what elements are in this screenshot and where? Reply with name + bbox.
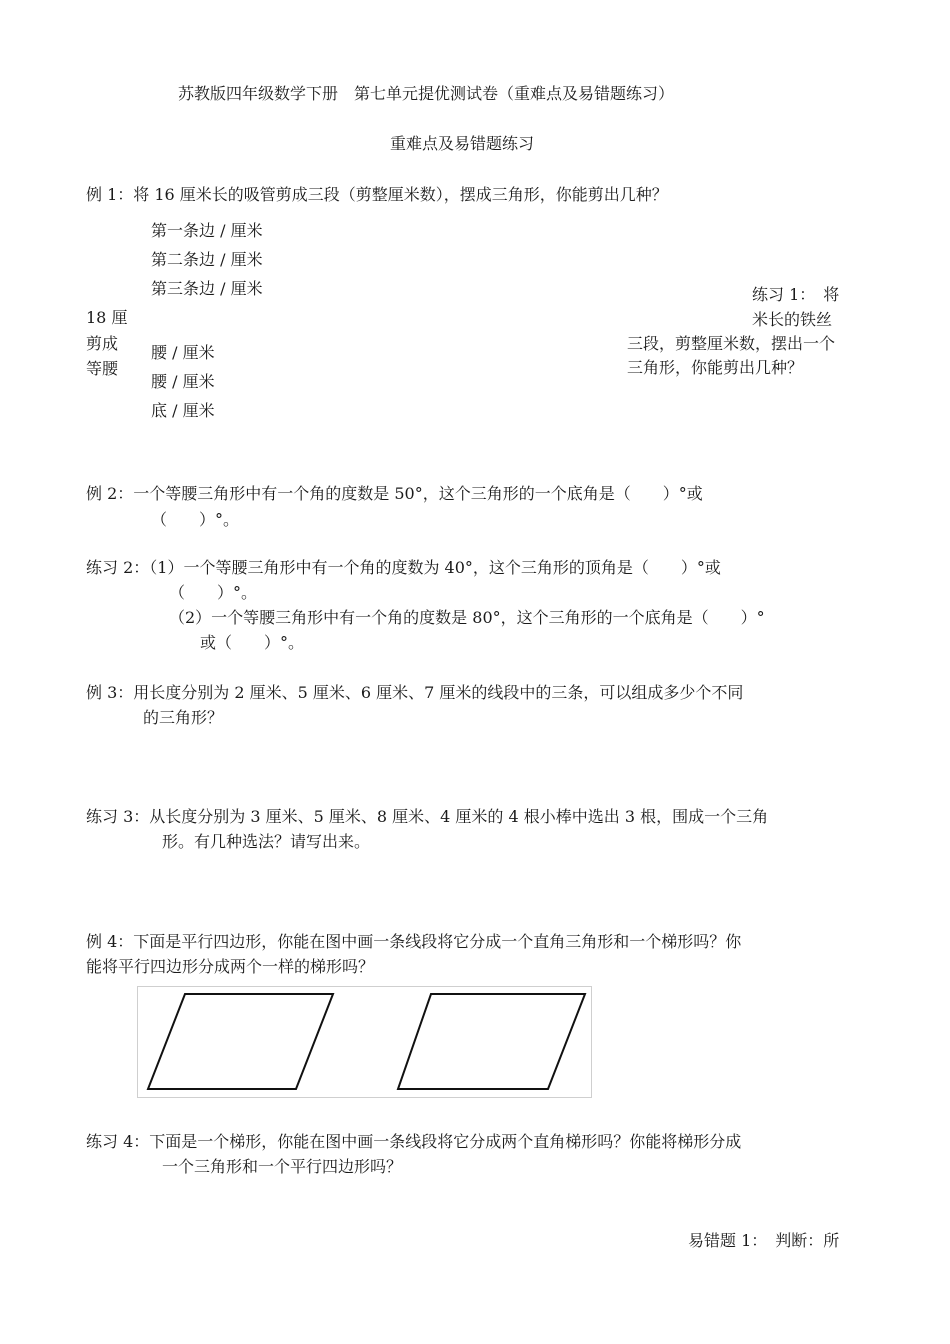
easy-error-question: 易错题 1： 判断：所 xyxy=(688,1231,840,1250)
section-subtitle: 重难点及易错题练习 xyxy=(390,134,535,153)
practice-2-line-3: （2）一个等腰三角形中有一个角的度数是 80°，这个三角形的一个底角是（ ）° xyxy=(169,608,765,627)
side-label-line: 等腰 xyxy=(86,359,119,378)
example-4-line-1: 例 4：下面是平行四边形，你能在图中画一条线段将它分成一个直角三角形和一个梯形吗？你 xyxy=(86,932,742,951)
parallelogram-figure xyxy=(137,986,592,1098)
practice-2-line-2: （ ）°。 xyxy=(169,583,258,602)
practice-4-line-2: 一个三角形和一个平行四边形吗？ xyxy=(162,1157,403,1176)
example-3-line-2: 的三角形？ xyxy=(143,708,224,727)
example-2-line-2: （ ）°。 xyxy=(151,510,240,529)
example-3-line-1: 例 3：用长度分别为 2 厘米、5 厘米、6 厘米、7 厘米的线段中的三条，可以组成多少个不同 xyxy=(86,683,744,702)
table-row: 腰 / 厘米 xyxy=(151,343,215,362)
example-1-question: 例 1：将 16 厘米长的吸管剪成三段（剪整厘米数），摆成三角形，你能剪出几种？ xyxy=(86,185,668,204)
table-row: 腰 / 厘米 xyxy=(151,372,215,391)
side-label-line: 剪成 xyxy=(86,334,119,353)
practice-3-line-1: 练习 3：从长度分别为 3 厘米、5 厘米、8 厘米、4 厘米的 4 根小棒中选出 3 根，围成一个三角 xyxy=(86,807,769,826)
practice-4-line-1: 练习 4：下面是一个梯形，你能在图中画一条线段将它分成两个直角梯形吗？你能将梯形分成 xyxy=(86,1132,742,1151)
practice-2-line-1: 练习 2：（1）一个等腰三角形中有一个角的度数为 40°，这个三角形的顶角是（ ）°或 xyxy=(86,558,721,577)
parallelogram-right xyxy=(398,994,585,1089)
document-title: 苏教版四年级数学下册 第七单元提优测试卷（重难点及易错题练习） xyxy=(178,84,675,103)
side-label-line: 18 厘 xyxy=(86,308,128,327)
example-4-line-2: 能将平行四边形分成两个一样的梯形吗？ xyxy=(86,957,375,976)
parallelogram-left xyxy=(148,994,333,1089)
table-row: 第二条边 / 厘米 xyxy=(151,250,263,269)
table-row: 底 / 厘米 xyxy=(151,401,215,420)
practice-2-line-4: 或（ ）°。 xyxy=(200,633,305,652)
practice-1-line: 练习 1： 将 xyxy=(752,285,840,304)
practice-1-line: 三段，剪整厘米数，摆出一个 xyxy=(627,334,836,353)
example-2-line-1: 例 2：一个等腰三角形中有一个角的度数是 50°，这个三角形的一个底角是（ ）°或 xyxy=(86,484,703,503)
parallelogram-drawing xyxy=(138,987,591,1097)
practice-1-line: 米长的铁丝 xyxy=(752,310,833,329)
table-row: 第三条边 / 厘米 xyxy=(151,279,263,298)
table-row: 第一条边 / 厘米 xyxy=(151,221,263,240)
practice-3-line-2: 形。有几种选法？请写出来。 xyxy=(162,832,371,851)
practice-1-line: 三角形，你能剪出几种？ xyxy=(627,358,804,377)
